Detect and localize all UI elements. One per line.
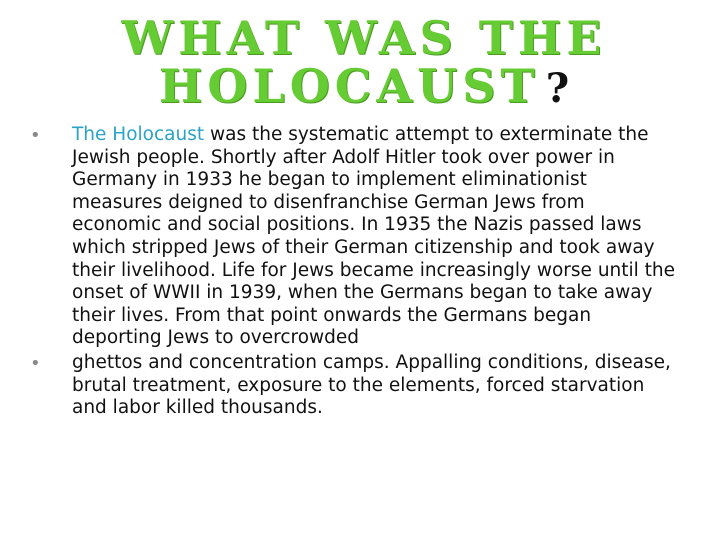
bullet-2-text: ghettos and concentration camps. Appalling conditions, disease, brutal treatment, exposure to the elements, forced starvation and labor killed thousands.: [72, 351, 671, 419]
title-question-mark: ?: [545, 65, 570, 112]
title-word-holocaust: HOLOCAUST: [158, 59, 540, 113]
bullet-marker-icon: •: [30, 125, 41, 146]
bullet-list: [28, 124, 678, 420]
bullet-1-text: was the systematic attempt to exterminate the Jewish people. Shortly after Adolf Hitler took over power in Germany in 1933 he began to implement eliminationist measures deigned to disenfranchise German Jews from economic and social positions. In 1935 the Nazis passed laws which stripped Jews of their German citizenship and took away their livelihood. Life for Jews became increasingly worse until the onset of WWII in 1939, when the Germans began to take away their lives. From that point onwards the Germans began deporting Jews to overcrowded: [72, 124, 676, 349]
bullet-item-1: [28, 124, 678, 350]
slide-title: [30, 11, 698, 113]
title-line-2: [30, 59, 698, 113]
bullet-marker-icon: •: [30, 352, 41, 374]
title-line-1: WHAT WAS THE: [121, 11, 607, 65]
holocaust-link[interactable]: The Holocaust: [72, 124, 205, 145]
bullet-item-2: [28, 352, 678, 420]
